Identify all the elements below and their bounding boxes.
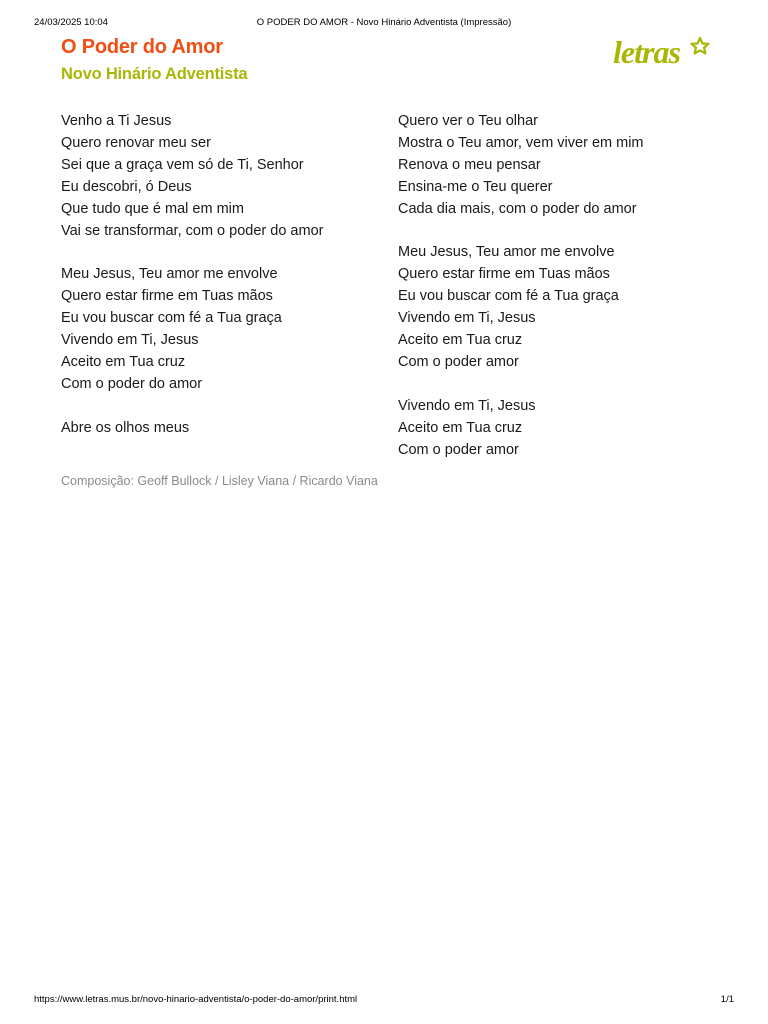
lyric-line: Eu vou buscar com fé a Tua graça bbox=[398, 288, 619, 305]
lyric-line: Aceito em Tua cruz bbox=[398, 419, 523, 436]
lyrics-stanza bbox=[61, 418, 381, 440]
print-document-title: O PODER DO AMOR - Novo Hinário Adventista (Impressão) bbox=[256, 17, 512, 28]
lyric-line: Com o poder do amor bbox=[61, 375, 203, 392]
lyric-line: Vai se transformar, com o poder do amor bbox=[61, 222, 324, 239]
print-url: https://www.letras.mus.br/novo-hinario-adventista/o-poder-do-amor/print.html bbox=[34, 994, 358, 1005]
lyrics-stanza bbox=[398, 396, 728, 462]
lyric-line: Aceito em Tua cruz bbox=[398, 332, 523, 349]
lyric-line: Vivendo em Ti, Jesus bbox=[398, 310, 536, 327]
lyric-line: Com o poder amor bbox=[398, 353, 519, 370]
artist-name[interactable]: Novo Hinário Adventista bbox=[61, 65, 248, 83]
composition-credits: Composição: Geoff Bullock / Lisley Viana / Ricardo Viana bbox=[61, 474, 378, 488]
lyric-line: Quero estar firme em Tuas mãos bbox=[61, 288, 273, 305]
lyrics-stanza bbox=[61, 264, 381, 395]
lyric-line: Venho a Ti Jesus bbox=[61, 113, 172, 129]
lyric-line: Quero ver o Teu olhar bbox=[398, 113, 538, 129]
lyric-line: Quero renovar meu ser bbox=[61, 134, 211, 151]
lyric-line: Meu Jesus, Teu amor me envolve bbox=[398, 244, 615, 261]
lyrics-right-column bbox=[398, 111, 728, 461]
lyric-line: Com o poder amor bbox=[398, 441, 519, 458]
print-datetime: 24/03/2025 10:04 bbox=[34, 17, 108, 28]
star-icon bbox=[692, 38, 709, 53]
print-header bbox=[34, 17, 734, 29]
lyric-line: Abre os olhos meus bbox=[61, 419, 190, 436]
print-page-number: 1/1 bbox=[720, 994, 734, 1005]
print-footer bbox=[34, 994, 734, 1006]
lyric-line: Vivendo em Ti, Jesus bbox=[398, 397, 536, 414]
lyric-line: Ensina-me o Teu querer bbox=[398, 178, 553, 195]
lyric-line: Aceito em Tua cruz bbox=[61, 353, 186, 370]
letras-logo-text: letras bbox=[613, 34, 680, 70]
lyrics-stanza bbox=[61, 111, 381, 242]
lyric-line: Que tudo que é mal em mim bbox=[61, 200, 244, 217]
song-title: O Poder do Amor bbox=[61, 36, 223, 58]
lyric-line: Vivendo em Ti, Jesus bbox=[61, 332, 199, 349]
lyric-line: Cada dia mais, com o poder do amor bbox=[398, 200, 637, 217]
lyric-line: Sei que a graça vem só de Ti, Senhor bbox=[61, 156, 304, 173]
lyric-line: Renova o meu pensar bbox=[398, 156, 541, 173]
lyric-line: Eu descobri, ó Deus bbox=[61, 178, 192, 195]
lyric-line: Quero estar firme em Tuas mãos bbox=[398, 266, 610, 283]
lyric-line: Eu vou buscar com fé a Tua graça bbox=[61, 310, 282, 327]
lyrics-stanza bbox=[398, 242, 728, 373]
letras-logo[interactable] bbox=[611, 30, 711, 74]
lyric-line: Mostra o Teu amor, vem viver em mim bbox=[398, 134, 644, 151]
lyrics-left-column bbox=[61, 111, 381, 440]
lyric-line: Meu Jesus, Teu amor me envolve bbox=[61, 266, 278, 283]
lyrics-stanza bbox=[398, 111, 728, 221]
